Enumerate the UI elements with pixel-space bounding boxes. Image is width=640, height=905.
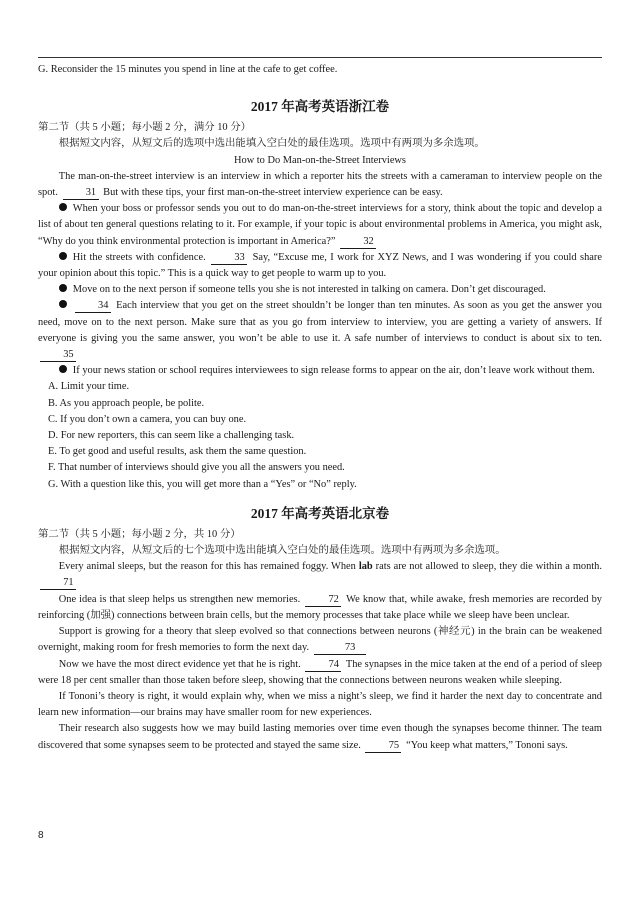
zhejiang-paragraph-2: When your boss or professor sends you out to do man-on-the-street interviews for a story, think about the topic and develop a list of about ten general questions relating to it. For example, if your topic is about environmental problems in America, you might ask, “Why do you think environmental protection is important in America?” 32 <box>38 203 602 247</box>
document-page <box>38 62 602 754</box>
zhejiang-paragraph-1: The man-on-the-street interview is an interview in which a reporter hits the streets with a cameraman to interview people on the spot. 31 But with these tips, your first man-on-the-street interview experience can be easy. <box>38 170 602 199</box>
page-number: 8 <box>38 830 44 841</box>
zhejiang-paragraph-3: Hit the streets with confidence. 33 Say, “Excuse me, I work for XYZ News, and I was wondering if you could share your opinion about this topic.” This is a quick way to get people to warm up to you. <box>38 251 602 280</box>
beijing-paragraph-4: Now we have the most direct evidence yet that he is right. 74 The synapses in the mice taken at the end of a period of sleep were 18 per cent smaller than those taken before sleep, showing that the connections between neurons weaken while sleeping. <box>38 658 603 686</box>
bullet-icon <box>59 365 67 373</box>
bullet-icon <box>59 252 67 260</box>
bullet-icon <box>59 284 67 292</box>
previous-option-g: G. Reconsider the 15 minutes you spend in line at the cafe to get coffee. <box>38 64 338 75</box>
blank-72[interactable]: 72 <box>305 594 341 607</box>
zhejiang-article-title: How to Do Man-on-the-Street Interviews <box>234 154 406 166</box>
zhejiang-instructions: 根据短文内容，从短文后的选项中选出能填入空白处的最佳选项。选项中有两项为多余选项。 <box>58 138 485 150</box>
option-f: F. That number of interviews should give you all the answers you need. <box>48 462 345 474</box>
blank-33[interactable]: 33 <box>211 252 247 265</box>
beijing-paragraph-2: One idea is that sleep helps us strengthen new memories. 72 We know that, while awake, fresh memories are recorded by reinforcing (加强) connections between brain cells, but the memory processes that take place while we sleep have been unclear. <box>38 593 602 621</box>
beijing-section-header: 第二节（共 5 小题；每小题 2 分，共 10 分） <box>38 528 241 540</box>
zhejiang-paragraph-6: If your news station or school requires interviewees to sign release forms to appear on the air, don’t leave work without them. <box>38 363 602 379</box>
blank-73[interactable]: 73 <box>314 642 366 655</box>
zhejiang-paragraph-4: Move on to the next person if someone tells you she is not interested in talking on camera. Don’t get discouraged. <box>38 282 602 298</box>
beijing-paragraph-1: Every animal sleeps, but the reason for this has remained foggy. When lab rats are not allowed to sleep, they die within a month. 71 <box>38 559 602 591</box>
beijing-paragraph-3: Support is growing for a theory that sleep evolved so that connections between neurons (神经元) in the brain can be weakened overnight, making room for fresh memories to form the next day. 73 <box>38 626 602 654</box>
beijing-paragraph-5: If Tononi’s theory is right, it would explain why, when we miss a night’s sleep, we find it harder the next day to concentrate and learn new information—our brains may have smaller room for new experiences. <box>38 690 602 719</box>
blank-75[interactable]: 75 <box>365 740 401 753</box>
beijing-paragraph-6: Their research also suggests how we may build lasting memories over time even though the synapses become thinner. The team discovered that some synapses seem to be protected and stayed the same size. 75 “You keep what matters,” Tononi says. <box>38 723 602 751</box>
zhejiang-section-title: 2017 年高考英语浙江卷 <box>250 99 390 115</box>
header-rule <box>38 57 602 58</box>
blank-31[interactable]: 31 <box>63 187 99 200</box>
zhejiang-paragraph-5: 34 Each interview that you get on the street shouldn’t be longer than ten minutes. As soon as you get the answer you need, move on to the next person. Make sure that as you go from interview to interview, you are getting a variety of answers. If everyone is giving you the same answer, you won’t be able to use it. A safe number of interviews to conduct is about six to ten. 35 <box>38 300 602 361</box>
blank-74[interactable]: 74 <box>305 659 341 672</box>
blank-34[interactable]: 34 <box>75 300 111 313</box>
option-d: D. For new reporters, this can seem like a challenging task. <box>48 430 295 442</box>
bullet-icon <box>59 300 67 308</box>
blank-35[interactable]: 35 <box>40 349 76 362</box>
blank-32[interactable]: 32 <box>340 236 376 249</box>
option-a: A. Limit your time. <box>48 381 130 393</box>
option-g: G. With a question like this, you will get more than a “Yes” or “No” reply. <box>48 478 357 490</box>
option-c: C. If you don’t own a camera, you can buy one. <box>48 413 247 425</box>
zhejiang-section-header: 第二节（共 5 小题；每小题 2 分，满分 10 分） <box>38 122 252 134</box>
option-b: B. As you approach people, be polite. <box>48 397 205 409</box>
beijing-instructions: 根据短文内容，从短文后的七个选项中选出能填入空白处的最佳选项。选项中有两项为多余选项。 <box>58 545 506 557</box>
blank-71[interactable]: 71 <box>40 577 76 590</box>
beijing-section-title: 2017 年高考英语北京卷 <box>250 505 390 521</box>
bullet-icon <box>59 203 67 211</box>
option-e: E. To get good and useful results, ask them the same question. <box>48 446 307 458</box>
